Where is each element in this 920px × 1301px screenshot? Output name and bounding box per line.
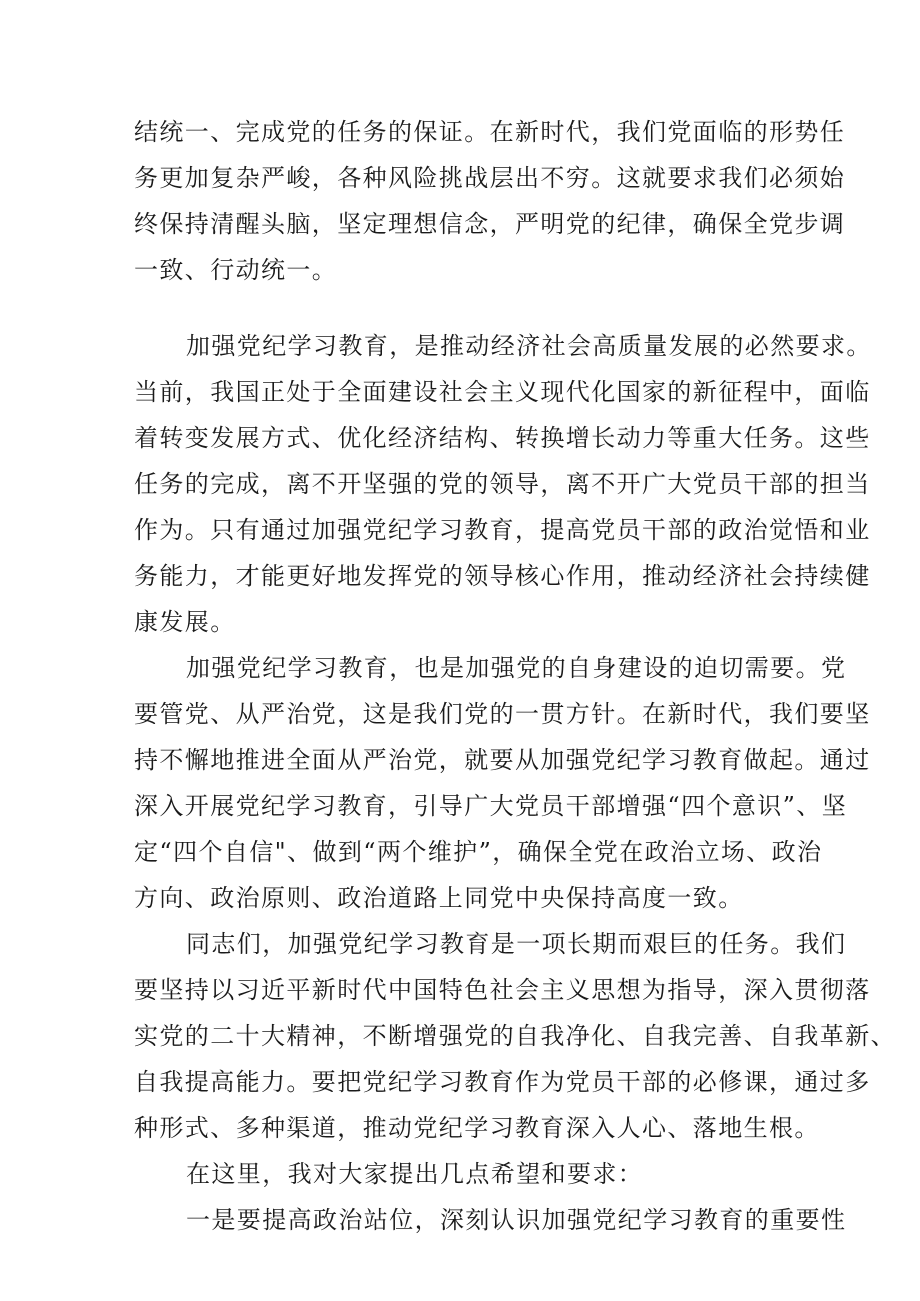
text-line: 任务的完成，离不开坚强的党的领导，离不开广大党员干部的担当 [134, 470, 871, 498]
text-line: 当前，我国正处于全面建设社会主义现代化国家的新征程中，面临 [134, 378, 871, 406]
paragraph-first-line: 加强党纪学习教育，是推动经济社会高质量发展的必然要求。 [186, 332, 872, 360]
text-line: 务更加复杂严峻，各种风险挑战层出不穷。这就要求我们必须始 [134, 164, 846, 192]
text-line: 务能力，才能更好地发挥党的领导核心作用，推动经济社会持续健 [134, 562, 871, 590]
paragraph-first-line: 在这里，我对大家提出几点希望和要求： [186, 1160, 644, 1188]
paragraph-first-line: 一是要提高政治站位，深刻认识加强党纪学习教育的重要性 [186, 1206, 847, 1234]
text-line: 自我提高能力。要把党纪学习教育作为党员干部的必修课，通过多 [134, 1068, 871, 1096]
text-line: 定“四个自信"、做到“两个维护”，确保全党在政治立场、政治 [134, 838, 823, 866]
text-line: 康发展。 [134, 608, 236, 636]
text-line: 结统一、完成党的任务的保证。在新时代，我们党面临的形势任 [134, 118, 846, 146]
text-line: 着转变发展方式、优化经济结构、转换增长动力等重大任务。这些 [134, 424, 871, 452]
text-line: 作为。只有通过加强党纪学习教育，提高党员干部的政治觉悟和业 [134, 516, 871, 544]
text-line: 要坚持以习近平新时代中国特色社会主义思想为指导，深入贯彻落 [134, 976, 871, 1004]
paragraph-first-line: 同志们，加强党纪学习教育是一项长期而艰巨的任务。我们 [186, 930, 847, 958]
text-line: 种形式、多种渠道，推动党纪学习教育深入人心、落地生根。 [134, 1114, 820, 1142]
text-line: 持不懈地推进全面从严治党，就要从加强党纪学习教育做起。通过 [134, 746, 871, 774]
paragraph-first-line: 加强党纪学习教育，也是加强党的自身建设的迫切需要。党 [186, 654, 847, 682]
text-line: 一致、行动统一。 [134, 256, 338, 284]
text-line: 实党的二十大精神，不断增强党的自我净化、自我完善、自我革新、 [134, 1022, 896, 1050]
text-line: 要管党、从严治党，这是我们党的一贯方针。在新时代，我们要坚 [134, 700, 871, 728]
text-line: 终保持清醒头脑，坚定理想信念，严明党的纪律，确保全党步调 [134, 210, 846, 238]
text-line: 方向、政治原则、政治道路上同党中央保持高度一致。 [134, 884, 744, 912]
text-line: 深入开展党纪学习教育，引导广大党员干部增强“四个意识”、坚 [134, 792, 848, 820]
